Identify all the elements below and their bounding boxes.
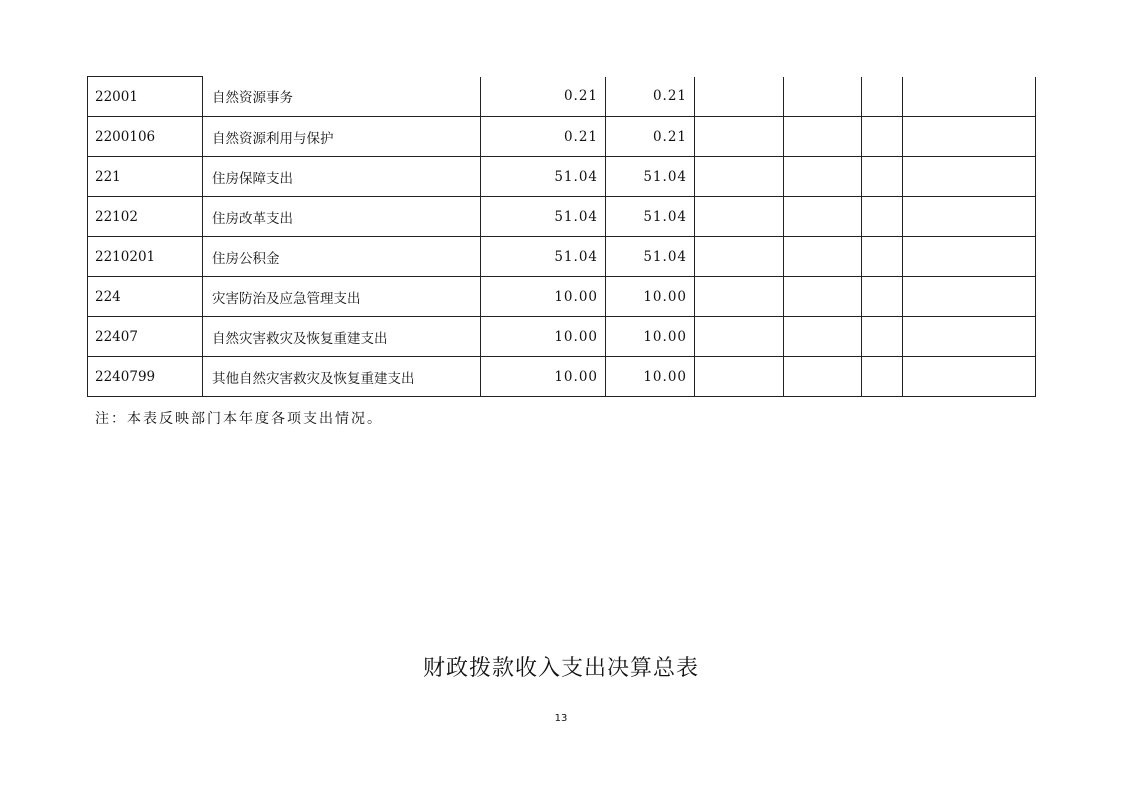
subject-code-cell: 22407 xyxy=(88,317,203,357)
empty-cell xyxy=(695,117,784,157)
empty-cell xyxy=(862,197,903,237)
basic-amount-cell: 10.00 xyxy=(606,277,695,317)
empty-cell xyxy=(784,357,862,397)
empty-cell xyxy=(784,117,862,157)
empty-cell xyxy=(903,197,1036,237)
empty-cell xyxy=(862,357,903,397)
empty-cell xyxy=(695,317,784,357)
empty-cell xyxy=(862,277,903,317)
empty-cell xyxy=(903,117,1036,157)
table-note: 注：本表反映部门本年度各项支出情况。 xyxy=(95,411,383,427)
empty-cell xyxy=(862,157,903,197)
empty-cell xyxy=(903,237,1036,277)
basic-amount-cell: 10.00 xyxy=(606,357,695,397)
table-row xyxy=(88,237,1036,277)
basic-amount-cell: 0.21 xyxy=(606,77,695,117)
subject-code-cell: 224 xyxy=(88,277,203,317)
empty-cell xyxy=(784,157,862,197)
subject-code-cell: 2240799 xyxy=(88,357,203,397)
subject-name-cell: 自然灾害救灾及恢复重建支出 xyxy=(203,317,481,357)
empty-cell xyxy=(784,277,862,317)
basic-amount-cell: 51.04 xyxy=(606,157,695,197)
empty-cell xyxy=(695,237,784,277)
empty-cell xyxy=(784,197,862,237)
empty-cell xyxy=(695,77,784,117)
total-amount-cell: 0.21 xyxy=(481,77,606,117)
subject-code-cell: 22001 xyxy=(88,77,203,117)
subject-name-cell: 灾害防治及应急管理支出 xyxy=(203,277,481,317)
empty-cell xyxy=(903,77,1036,117)
empty-cell xyxy=(903,357,1036,397)
total-amount-cell: 0.21 xyxy=(481,117,606,157)
subject-code-cell: 2200106 xyxy=(88,117,203,157)
subject-code-cell: 221 xyxy=(88,157,203,197)
total-amount-cell: 51.04 xyxy=(481,197,606,237)
total-amount-cell: 10.00 xyxy=(481,317,606,357)
empty-cell xyxy=(903,277,1036,317)
empty-cell xyxy=(695,157,784,197)
page-number: 13 xyxy=(554,713,568,724)
table-body xyxy=(88,77,1036,397)
basic-amount-cell: 51.04 xyxy=(606,237,695,277)
total-amount-cell: 51.04 xyxy=(481,237,606,277)
empty-cell xyxy=(784,77,862,117)
subject-code-cell: 2210201 xyxy=(88,237,203,277)
table-row xyxy=(88,117,1036,157)
table-row xyxy=(88,197,1036,237)
next-section-title: 财政拨款收入支出决算总表 xyxy=(422,656,699,681)
subject-name-cell: 其他自然灾害救灾及恢复重建支出 xyxy=(203,357,481,397)
subject-name-cell: 住房改革支出 xyxy=(203,197,481,237)
empty-cell xyxy=(903,317,1036,357)
empty-cell xyxy=(903,157,1036,197)
empty-cell xyxy=(784,237,862,277)
table-row xyxy=(88,357,1036,397)
empty-cell xyxy=(784,317,862,357)
subject-name-cell: 住房公积金 xyxy=(203,237,481,277)
empty-cell xyxy=(862,237,903,277)
empty-cell xyxy=(862,77,903,117)
subject-name-cell: 自然资源事务 xyxy=(203,77,481,117)
table-row xyxy=(88,157,1036,197)
subject-name-cell: 住房保障支出 xyxy=(203,157,481,197)
basic-amount-cell: 0.21 xyxy=(606,117,695,157)
table-row xyxy=(88,317,1036,357)
expenditure-table xyxy=(87,76,1036,397)
total-amount-cell: 51.04 xyxy=(481,157,606,197)
subject-name-cell: 自然资源利用与保护 xyxy=(203,117,481,157)
basic-amount-cell: 51.04 xyxy=(606,197,695,237)
table-row xyxy=(88,77,1036,117)
empty-cell xyxy=(695,277,784,317)
empty-cell xyxy=(862,117,903,157)
total-amount-cell: 10.00 xyxy=(481,357,606,397)
total-amount-cell: 10.00 xyxy=(481,277,606,317)
table-row xyxy=(88,277,1036,317)
basic-amount-cell: 10.00 xyxy=(606,317,695,357)
empty-cell xyxy=(862,317,903,357)
empty-cell xyxy=(695,197,784,237)
subject-code-cell: 22102 xyxy=(88,197,203,237)
empty-cell xyxy=(695,357,784,397)
